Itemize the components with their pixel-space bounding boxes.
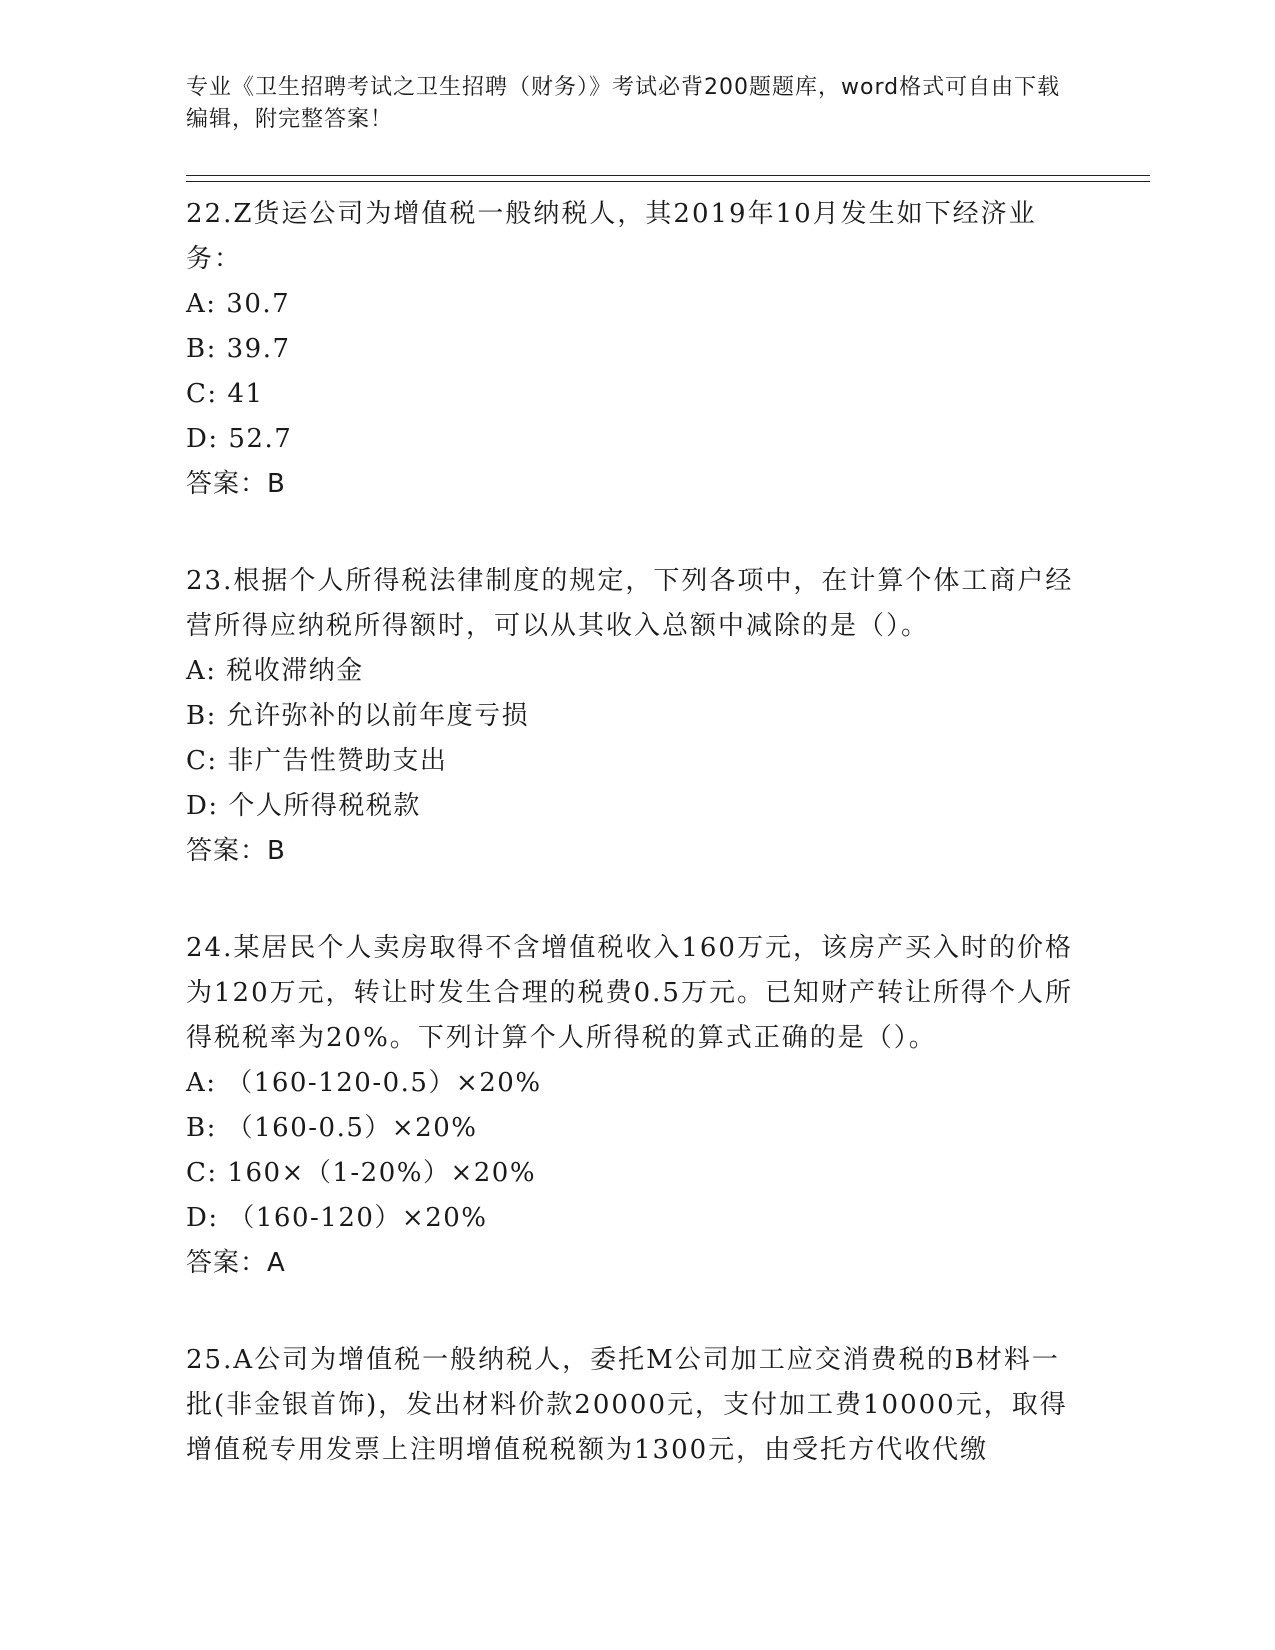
option-a: A: 税收滞纳金 xyxy=(186,656,364,686)
question-22 xyxy=(186,192,1086,507)
question-stem: 25.A公司为增值税一般纳税人，委托M公司加工应交消费税的B材料一批(非金银首饰)，发出材料价款20000元，支付加工费10000元，取得增值税专用发票上注明增值税税额为1300元，由受托方代收代缴 xyxy=(186,1345,1068,1465)
document-header: 专业《卫生招聘考试之卫生招聘（财务）》考试必背200题题库，word格式可自由下载编辑，附完整答案！ xyxy=(186,75,1061,132)
question-stem: 24.某居民个人卖房取得不含增值税收入160万元，该房产买入时的价格为120万元，转让时发生合理的税费0.5万元。已知财产转让所得个人所得税税率为20%。下列计算个人所得税的算式正确的是（）。 xyxy=(186,933,1073,1053)
question-24 xyxy=(186,926,1086,1286)
option-c: C: 160×（1-20%）×20% xyxy=(186,1158,537,1188)
option-c: C: 非广告性赞助支出 xyxy=(186,746,448,776)
option-d: D: （160-120）×20% xyxy=(186,1203,488,1233)
option-b: B: （160-0.5）×20% xyxy=(186,1113,478,1143)
question-stem: 23.根据个人所得税法律制度的规定，下列各项中，在计算个体工商户经营所得应纳税所得额时，可以从其收入总额中减除的是（）。 xyxy=(186,566,1074,641)
question-25 xyxy=(186,1338,1086,1473)
header-divider-bottom xyxy=(186,181,1150,182)
question-23 xyxy=(186,559,1086,874)
question-stem: 22.Z货运公司为增值税一般纳税人，其2019年10月发生如下经济业务： xyxy=(186,199,1037,274)
header-divider-top xyxy=(186,175,1150,176)
option-c: C: 41 xyxy=(186,379,264,409)
option-d: D: 52.7 xyxy=(186,424,293,454)
option-a: A: （160-120-0.5）×20% xyxy=(186,1068,542,1098)
option-d: D: 个人所得税税款 xyxy=(186,791,421,821)
option-a: A: 30.7 xyxy=(186,289,291,319)
answer-line: 答案：B xyxy=(186,469,286,499)
option-b: B: 允许弥补的以前年度亏损 xyxy=(186,701,530,731)
option-b: B: 39.7 xyxy=(186,334,291,364)
answer-line: 答案：B xyxy=(186,836,286,866)
question-list xyxy=(186,192,1086,1525)
answer-line: 答案：A xyxy=(186,1248,286,1278)
